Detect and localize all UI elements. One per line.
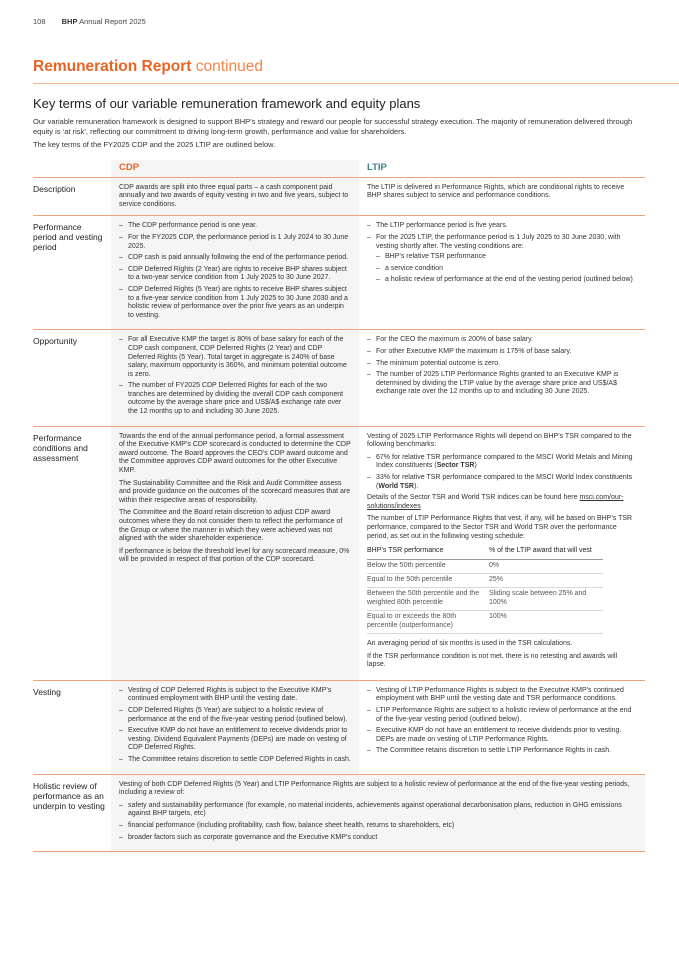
header-doc-title: Annual Report 2025 bbox=[79, 17, 146, 26]
cdp-column-header: CDP bbox=[111, 160, 359, 177]
ltip-cell: The LTIP is delivered in Performance Rights, which are conditional rights to receive BHP shares subject to service and performance conditions. bbox=[367, 183, 625, 200]
page-number: 108 bbox=[33, 17, 46, 26]
paragraph: If the TSR performance condition is not met, there is no retesting and awards will lapse. bbox=[367, 652, 618, 669]
ltip-cell bbox=[359, 681, 645, 774]
table-cell: Between the 50th percentile and the weighted 80th percentile bbox=[367, 588, 489, 611]
paragraph: The Committee and the Board retain discretion to adjust CDP award outcomes where they do not consider them to reflect the performance of the Group or where the manner in which they were achieved was not aligned with the wider shareholder experience. bbox=[119, 509, 343, 543]
table-cell: Below the 50th percentile bbox=[367, 559, 489, 573]
paragraph: Vesting of 2025 LTIP Performance Rights will depend on BHP’s TSR compared to the following benchmarks: bbox=[367, 432, 632, 449]
page-heading: Key terms of our variable remuneration framework and equity plans bbox=[33, 96, 421, 111]
holistic-cell bbox=[111, 775, 645, 852]
table-cell: 0% bbox=[489, 559, 603, 573]
list-item: – Vesting of LTIP Performance Rights is subject to the Executive KMP’s continued employment with BHP until the vesting date and TSR performance conditions. bbox=[367, 687, 637, 704]
sub-list-item: – a service condition bbox=[376, 265, 637, 274]
list-item: – For all Executive KMP the target is 80% of base salary for each of the CDP cash component, CDP Deferred Rights (2 Year) and CDP Deferred Rights (5 Year). Total target in aggregate is 240% of base salary, maximum opportunity is 360%, and minimum potential outcome is zero. bbox=[119, 336, 351, 379]
list-item: – The minimum potential outcome is zero. bbox=[367, 360, 637, 369]
page-header bbox=[33, 17, 146, 26]
paragraph: An averaging period of six months is used in the TSR calculations. bbox=[367, 640, 573, 648]
list-item: – CDP Deferred Rights (2 Year) are rights to receive BHP shares subject to a two-year service condition from 1 July 2025 to 30 June 2027. bbox=[119, 266, 351, 283]
cdp-cell bbox=[111, 681, 359, 774]
row-label: Performance conditions and assessment bbox=[33, 432, 88, 463]
table-row-conditions bbox=[33, 427, 645, 681]
list-item: – Executive KMP do not have an entitlement to receive dividends prior to vesting. DEPs are made on vesting of LTIP Performance Rights. bbox=[367, 727, 637, 744]
paragraph: The number of LTIP Performance Rights that vest, if any, will be based on BHP’s TSR performance, compared to the Sector TSR and World TSR over the performance period, as set out in the following vesting schedule: bbox=[367, 515, 633, 540]
table-header-row bbox=[33, 160, 645, 178]
row-label: Performance period and vesting period bbox=[33, 222, 103, 253]
ltip-cell bbox=[359, 216, 645, 329]
list-item: – For the FY2025 CDP, the performance period is 1 July 2024 to 30 June 2025. bbox=[119, 234, 351, 251]
table-row bbox=[367, 574, 603, 588]
msci-link[interactable]: msci.com/our-solutions/indexes bbox=[367, 494, 624, 510]
list-item: – safety and sustainability performance (for example, no material incidents, achievements against operational decarbonisation plans, reduction in GHG emissions against BHP targets, etc) bbox=[119, 802, 637, 819]
intro-paragraph: The key terms of the FY2025 CDP and the 2025 LTIP are outlined below. bbox=[33, 140, 276, 149]
key-terms-table bbox=[33, 160, 645, 852]
table-row-opportunity bbox=[33, 330, 645, 426]
section-title-continued: continued bbox=[195, 58, 264, 75]
table-cell: Equal to the 50th percentile bbox=[367, 574, 489, 588]
cdp-cell bbox=[111, 330, 359, 425]
table-header-row bbox=[367, 545, 603, 559]
sub-list-item: – BHP’s relative TSR performance bbox=[376, 253, 637, 262]
section-title-main: Remuneration Report bbox=[33, 58, 192, 75]
ltip-cell bbox=[359, 330, 645, 425]
paragraph: If performance is below the threshold level for any scorecard measure, 0% will be provided in respect of that portion of the CDP scorecard. bbox=[119, 547, 350, 564]
list-item: – The Committee retains discretion to settle LTIP Performance Rights in cash. bbox=[367, 747, 637, 756]
paragraph: Towards the end of the annual performance period, a formal assessment of the Executive KMP’s CDP scorecard is conducted to determine the CDP award outcome. The Board approves the CEO’s CDP award outcome and the Committee approves CDP award outcomes for the other Executive KMP. bbox=[119, 432, 351, 475]
paragraph: The Sustainability Committee and the Risk and Audit Committee assess and provide guidance on the outcomes of the scorecard measures that are within their respective areas of responsibility. bbox=[119, 479, 351, 504]
ltip-column-header: LTIP bbox=[367, 162, 387, 173]
list-item bbox=[367, 234, 637, 285]
sub-list-item: – a holistic review of performance at the end of the vesting period (outlined below) bbox=[376, 276, 637, 285]
list-item: – LTIP Performance Rights are subject to a holistic review of performance at the end of the five-year vesting period (outlined below). bbox=[367, 707, 637, 724]
table-row-holistic bbox=[33, 775, 645, 853]
list-item: – Executive KMP do not have an entitlement to receive dividends prior to vesting. Dividend Equivalent Payments (DEPs) are made on vesting of CDP Deferred Rights. bbox=[119, 727, 351, 753]
table-row-vesting bbox=[33, 681, 645, 775]
header-brand: BHP bbox=[61, 17, 78, 26]
table-cell: Sliding scale between 25% and 100% bbox=[489, 588, 603, 611]
paragraph: Vesting of both CDP Deferred Rights (5 Year) and LTIP Performance Rights are subject to a holistic review of performance at the end of the five-year vesting periods, including a review of: bbox=[119, 780, 630, 797]
section-title bbox=[33, 58, 263, 76]
list-item: – For other Executive KMP the maximum is 175% of base salary. bbox=[367, 348, 637, 357]
list-item: – CDP Deferred Rights (5 Year) are rights to receive BHP shares subject to a five-year service condition from 1 July 2025 to 30 June 2030 and a holistic review of performance over the prior five years as an underpin to vesting. bbox=[119, 286, 351, 320]
list-item: – The Committee retains discretion to settle CDP Deferred Rights in cash. bbox=[119, 756, 351, 765]
cdp-cell bbox=[111, 216, 359, 329]
cdp-cell bbox=[111, 427, 359, 680]
table-cell: 100% bbox=[489, 611, 603, 634]
table-row-period bbox=[33, 216, 645, 330]
table-row-description bbox=[33, 178, 645, 217]
row-label: Opportunity bbox=[33, 336, 77, 347]
intro-paragraph: Our variable remuneration framework is designed to support BHP’s strategy and reward our people for successful strategy execution. The majority of remuneration delivered through equity is ‘at risk’, reflecting our commitment to driving long-term growth, performance and value for shareholders. bbox=[33, 117, 633, 136]
table-row bbox=[367, 559, 603, 573]
intro-text bbox=[33, 117, 653, 153]
table-row bbox=[367, 611, 603, 634]
list-item: – 33% for relative TSR performance compared to the MSCI World Index constituents (World TSR). bbox=[367, 474, 637, 491]
list-item: – broader factors such as corporate governance and the Executive KMP’s conduct bbox=[119, 834, 637, 843]
table-cell: 25% bbox=[489, 574, 603, 588]
column-header: % of the LTIP award that will vest bbox=[489, 545, 603, 559]
list-item: – financial performance (including profitability, cash flow, balance sheet health, returns to shareholders, etc) bbox=[119, 822, 637, 831]
list-item: – Vesting of CDP Deferred Rights is subject to the Executive KMP’s continued employment with BHP until the vesting date. bbox=[119, 687, 351, 704]
list-item: – CDP Deferred Rights (5 Year) are subject to a holistic review of performance at the end of the five-year vesting period (outlined below). bbox=[119, 707, 351, 724]
list-item: – The LTIP performance period is five years. bbox=[367, 222, 637, 231]
title-divider bbox=[33, 83, 679, 84]
list-item-text: For the 2025 LTIP, the performance period is 1 July 2025 to 30 June 2030, with vesting shortly after. The vesting conditions are: bbox=[376, 233, 621, 250]
table-row bbox=[367, 588, 603, 611]
table-cell: Equal to or exceeds the 80th percentile (outperformance) bbox=[367, 611, 489, 634]
row-label: Holistic review of performance as an underpin to vesting bbox=[33, 780, 105, 811]
vesting-schedule-table bbox=[367, 545, 603, 634]
ltip-cell bbox=[359, 427, 645, 680]
column-header: BHP’s TSR performance bbox=[367, 545, 489, 559]
list-item: – The CDP performance period is one year. bbox=[119, 222, 351, 231]
list-item: – The number of FY2025 CDP Deferred Rights for each of the two tranches are determined by dividing the overall CDP cash component outcome by the average share price and US$/A$ exchange rate over the 12 months up to and including 30 June 2025. bbox=[119, 382, 351, 416]
cdp-cell: CDP awards are split into three equal parts – a cash component paid annually and two awards of equity vesting in two and five years, subject to service conditions. bbox=[111, 178, 359, 216]
paragraph: Details of the Sector TSR and World TSR indices can be found here msci.com/our-solutions/indexes bbox=[367, 494, 624, 510]
list-item: – CDP cash is paid annually following the end of the performance period. bbox=[119, 254, 351, 263]
list-item: – For the CEO the maximum is 200% of base salary. bbox=[367, 336, 637, 345]
list-item: – The number of 2025 LTIP Performance Rights granted to an Executive KMP is determined by dividing the LTIP value by the average share price and US$/A$ exchange rate over the 12 months up to and including 30 June 2025. bbox=[367, 371, 637, 397]
row-label: Description bbox=[33, 183, 76, 194]
list-item: – 67% for relative TSR performance compared to the MSCI World Metals and Mining Index constituents (Sector TSR) bbox=[367, 454, 637, 471]
row-label: Vesting bbox=[33, 686, 61, 697]
